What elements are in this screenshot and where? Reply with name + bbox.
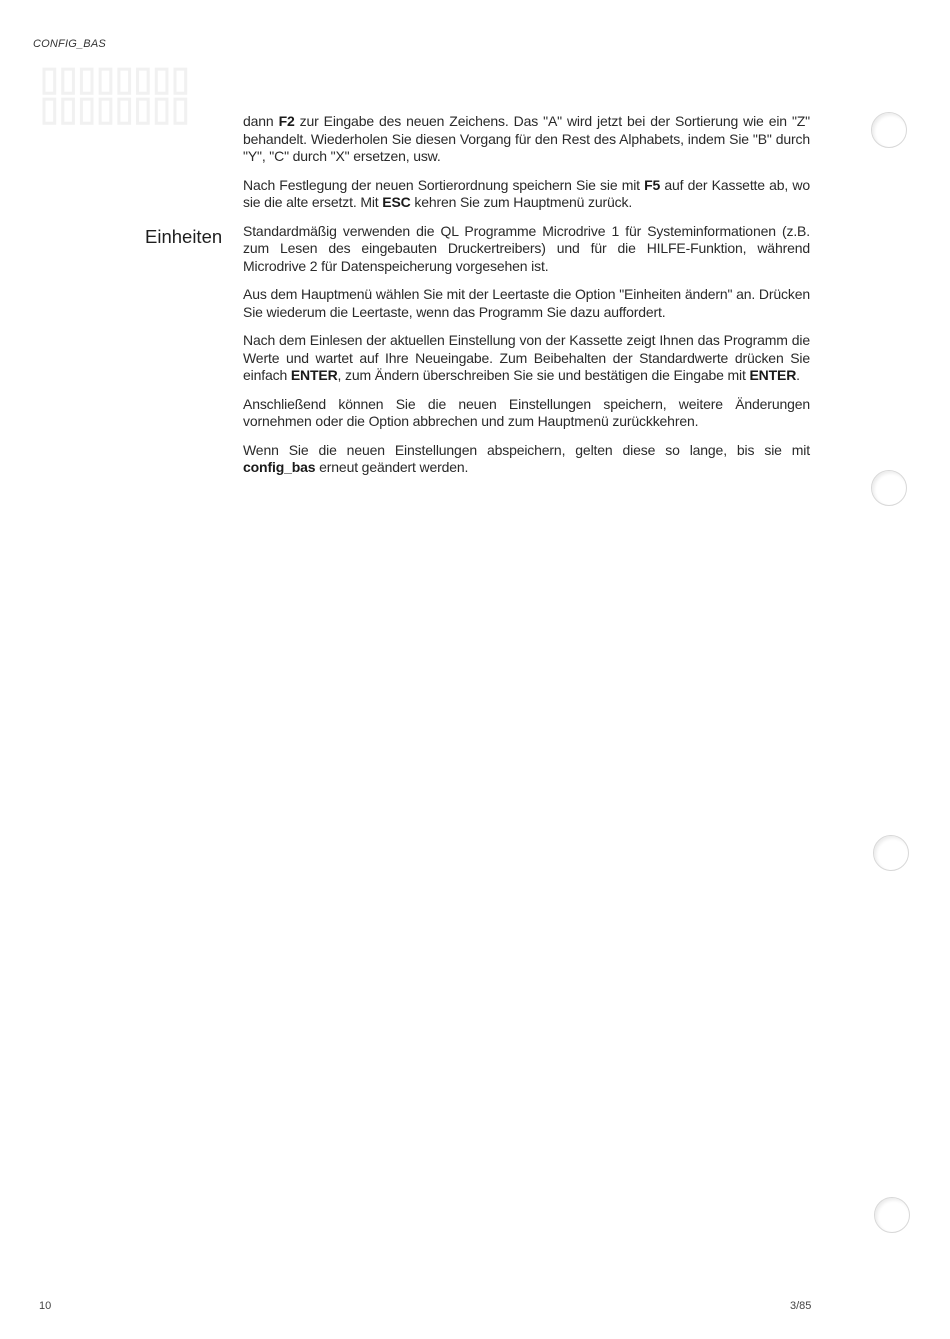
- key-name: ENTER: [749, 367, 797, 383]
- paragraph-text: dann: [243, 113, 279, 129]
- paragraph-text: zur Eingabe des neuen Zeichens. Das "A" wird jetzt bei der Sortierung wie ein "Z" behandelt. Wiederholen Sie diesen Vorgang für den Rest des Alphabets, indem Sie "B" durch "Y", "C" durch "X" ersetzen, usw.: [243, 113, 810, 164]
- paragraph: [243, 286, 810, 321]
- key-name: F2: [278, 113, 295, 129]
- binder-hole: [874, 1197, 910, 1233]
- page-number: 10: [39, 1300, 52, 1312]
- binder-hole: [871, 112, 907, 148]
- paragraph-text: kehren Sie zum Hauptmenü zurück.: [410, 194, 633, 210]
- paragraph-text: , zum Ändern überschreiben Sie sie und bestätigen die Eingabe mit: [337, 367, 750, 383]
- bleed-through-ghost-text: ▯▯▯▯▯▯▯▯: [40, 60, 190, 98]
- paragraph: [243, 223, 810, 276]
- binder-hole: [873, 835, 909, 871]
- paragraph-text: Wenn Sie die neuen Einstellungen abspeichern, gelten diese so lange, bis sie mit: [243, 441, 810, 458]
- paragraph: [243, 332, 810, 385]
- paragraph-text: Aus dem Hauptmenü wählen Sie mit der Leertaste die Option "Einheiten ändern" an. Drücken Sie wiederum die Leertaste, wenn das Programm Sie dazu auffordert.: [243, 286, 810, 320]
- paragraph: [243, 442, 810, 477]
- paragraph-text: Standardmäßig verwenden die QL Programme Microdrive 1 für Systeminformationen (z.B. zum Lesen des eingebauten Druckertreibers) und für die HILFE-Funktion, während Microdrive 2 für Datenspeicherung vorgesehen ist.: [243, 222, 810, 274]
- section-heading-einheiten: Einheiten: [145, 226, 223, 247]
- paragraph-text: Anschließend können Sie die neuen Einstellungen speichern, weitere Änderungen vornehmen oder die Option abbrechen und zum Hauptmenü zurückkehren.: [243, 395, 810, 429]
- command-name: config_bas: [243, 459, 316, 475]
- paragraph: [243, 113, 810, 166]
- paragraph: [243, 396, 810, 431]
- paragraph: [243, 177, 810, 212]
- running-header: CONFIG_BAS: [33, 38, 106, 50]
- bleed-through-ghost-text: ▯▯▯▯▯▯▯▯: [40, 90, 190, 128]
- paragraph-text: Nach Festlegung der neuen Sortierordnung speichern Sie sie mit: [243, 176, 645, 193]
- key-name: ENTER: [290, 367, 338, 383]
- key-name: ESC: [382, 194, 411, 210]
- edition-date: 3/85: [790, 1300, 812, 1312]
- binder-hole: [871, 470, 907, 506]
- body-text: [243, 113, 810, 488]
- key-name: F5: [644, 176, 661, 193]
- paragraph-text: .: [796, 367, 800, 383]
- paragraph-text: erneut geändert werden.: [315, 459, 469, 475]
- paragraph-text: auf der Kassette ab, wo sie die alte ersetzt. Mit: [243, 176, 810, 210]
- paragraph-text: Nach dem Einlesen der aktuellen Einstellung von der Kassette zeigt Ihnen das Programm die Werte und wartet auf Ihre Neueingabe. Zum Beibehalten der Standardwerte drücken Sie einfach: [243, 332, 810, 383]
